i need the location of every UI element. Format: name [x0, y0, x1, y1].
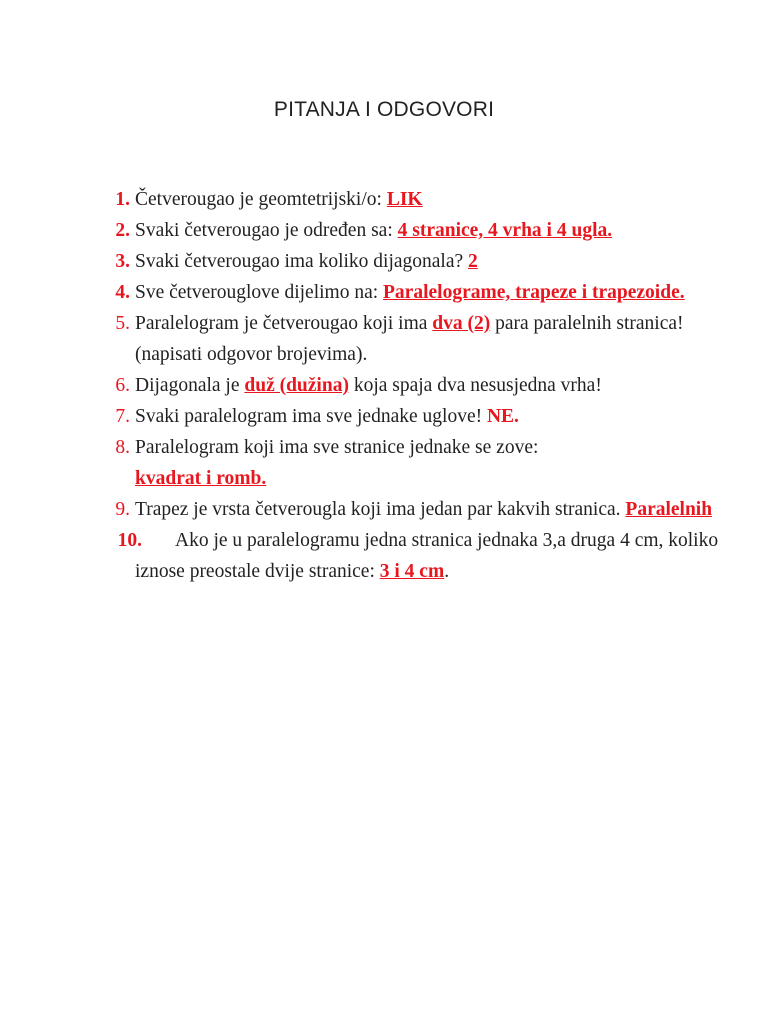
question-text: Paralelogram je četverougao koji ima	[135, 313, 433, 334]
question-item	[0, 401, 768, 432]
question-number: 1.	[115, 189, 130, 210]
question-text: Paralelogram koji ima sve stranice jednake se zove:	[135, 437, 539, 458]
question-number: 2.	[115, 220, 130, 241]
answer-text: NE.	[486, 406, 519, 427]
question-number: 10.	[117, 530, 142, 551]
answer-text: 2	[468, 251, 478, 272]
answer-text: dva (2)	[432, 313, 491, 334]
question-text: Svaki četverougao je određen sa:	[135, 220, 398, 241]
question-text: Četverougao je geomtetrijski/o:	[135, 189, 387, 210]
question-number: 5.	[115, 313, 130, 334]
question-item	[0, 184, 768, 215]
question-number: 8.	[115, 437, 130, 458]
question-number: 9.	[115, 499, 130, 520]
question-item	[0, 525, 768, 587]
question-text: Dijagonala je	[135, 375, 245, 396]
question-item	[0, 277, 768, 308]
page-title: PITANJA I ODGOVORI	[273, 98, 495, 121]
question-item	[0, 308, 768, 370]
answer-text: Paralelograme, trapeze i trapezoide.	[383, 282, 685, 303]
answer-text: 4 stranice, 4 vrha i 4 ugla.	[397, 220, 613, 241]
question-text-after: koja spaja dva nesusjedna vrha!	[348, 375, 602, 396]
question-text: Svaki paralelogram ima sve jednake uglove!	[135, 406, 487, 427]
answer-text: duž (dužina)	[244, 375, 349, 396]
question-text: Sve četverouglove dijelimo na:	[135, 282, 384, 303]
question-list	[0, 184, 768, 587]
question-item	[0, 494, 768, 525]
question-item	[0, 370, 768, 401]
question-text-after: para paralelnih stranica! (napisati odgovor brojevima).	[135, 313, 684, 365]
question-text: Ako je u paralelogramu jedna stranica jednaka 3,a druga 4 cm, koliko iznose preostale dvije stranice:	[135, 530, 719, 582]
question-number: 7.	[115, 406, 130, 427]
question-item	[0, 432, 768, 494]
answer-text: LIK	[386, 189, 423, 210]
answer-text: kvadrat i romb.	[135, 468, 267, 489]
question-text-after: .	[444, 561, 450, 582]
question-item	[0, 246, 768, 277]
question-text: Svaki četverougao ima koliko dijagonala?	[135, 251, 469, 272]
answer-text: Paralelnih	[625, 499, 713, 520]
question-number: 4.	[115, 282, 130, 303]
question-number: 6.	[115, 375, 130, 396]
question-text: Trapez je vrsta četverougla koji ima jedan par kakvih stranica.	[135, 499, 626, 520]
answer-text: 3 i 4 cm	[379, 561, 445, 582]
question-item	[0, 215, 768, 246]
question-number: 3.	[115, 251, 130, 272]
